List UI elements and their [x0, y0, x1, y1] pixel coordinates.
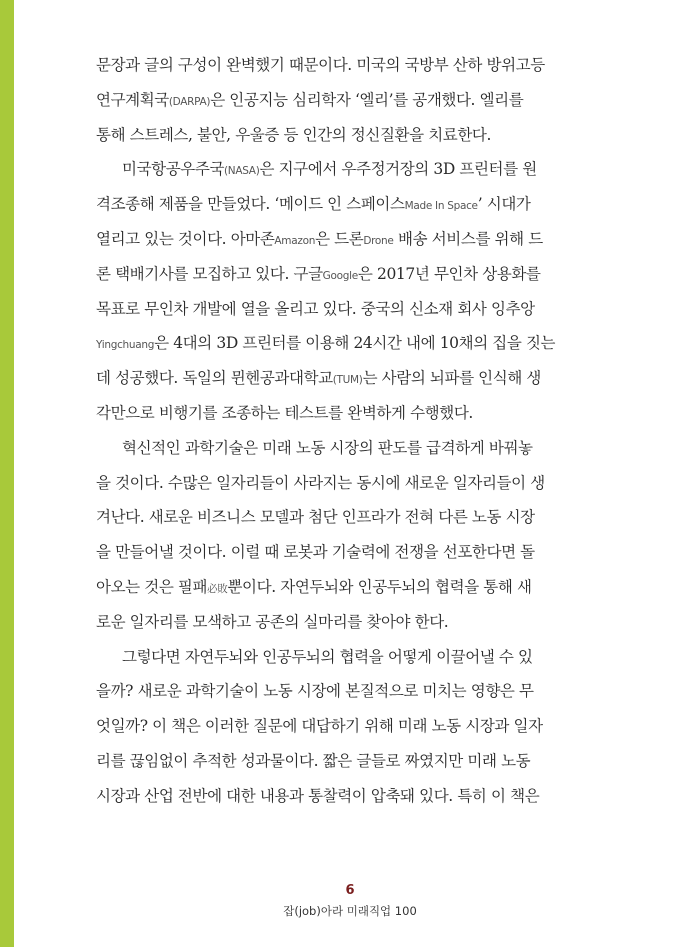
text-segment: 은 드론: [315, 229, 364, 248]
text-line: [96, 431, 562, 466]
page-number: 6: [345, 883, 355, 898]
text-segment: 미국항공우주국: [122, 160, 225, 179]
text-segment: 론 택배기사를 모집하고 있다. 구글: [96, 264, 323, 283]
text-segment: 통해 스트레스, 불안, 우울증 등 인간의 정신질환을 치료한다.: [96, 125, 492, 144]
text-segment: 열리고 있는 것이다. 아마존: [96, 229, 275, 248]
text-line: [96, 187, 562, 222]
text-segment: 데 성공했다. 독일의 뮌헨공과대학교: [96, 369, 333, 388]
text-segment: 은 2017년 무인차 상용화를: [357, 264, 541, 283]
inline-annotation: (TUM): [332, 374, 363, 387]
text-segment: 은 지구에서 우주정거장의 3D 프린터를 원: [259, 160, 537, 179]
text-line: [96, 535, 562, 570]
text-line: [96, 640, 562, 675]
book-title: 잡(job)아라 미래직업 100: [283, 904, 417, 918]
text-line: [96, 48, 562, 83]
inline-annotation: Yingchuang: [96, 339, 155, 352]
text-line: [96, 674, 562, 709]
text-line: [96, 570, 562, 605]
text-line: [96, 605, 562, 640]
text-segment: 은 4대의 3D 프린터를 이용해 24시간 내에 10채의 집을 짓는: [154, 334, 556, 353]
text-segment: 배송 서비스를 위해 드: [393, 229, 543, 248]
text-line: [96, 118, 562, 153]
text-line: [96, 326, 562, 361]
text-segment: 엇일까? 이 책은 이러한 질문에 대답하기 위해 미래 노동 시장과 일자: [96, 717, 543, 736]
text-segment: 시장과 산업 전반에 대한 내용과 통찰력이 압축돼 있다. 특히 이 책은: [96, 786, 540, 805]
text-line: [96, 292, 562, 327]
inline-annotation: Amazon: [274, 234, 316, 247]
text-segment: 은 인공지능 심리학자 ‘엘리’를 공개했다. 엘리를: [210, 90, 524, 109]
inline-annotation: (DARPA): [168, 95, 211, 108]
text-segment: 는 사람의 뇌파를 인식해 생: [362, 369, 541, 388]
text-line: [96, 500, 562, 535]
text-line: [96, 466, 562, 501]
text-segment: ’ 시대가: [477, 195, 531, 214]
text-segment: 아오는 것은 필패: [96, 577, 208, 596]
text-line: [96, 361, 562, 396]
side-accent-bar: [0, 0, 14, 947]
text-segment: 격조종해 제품을 만들었다. ‘메이드 인 스페이스: [96, 195, 405, 214]
text-line: [96, 396, 562, 431]
text-segment: 그렇다면 자연두뇌와 인공두뇌의 협력을 어떻게 이끌어낼 수 있: [122, 647, 533, 666]
inline-annotation: Google: [322, 269, 358, 282]
text-segment: 각만으로 비행기를 조종하는 테스트를 완벽하게 수행했다.: [96, 403, 473, 422]
text-line: [96, 709, 562, 744]
text-line: [96, 152, 562, 187]
inline-annotation: Drone: [363, 234, 394, 247]
inline-annotation: Made In Space: [404, 200, 478, 213]
text-segment: 을 만들어낼 것이다. 이럴 때 로봇과 기술력에 전쟁을 선포한다면 돌: [96, 543, 535, 562]
text-line: [96, 222, 562, 257]
body-text: [96, 48, 562, 814]
text-line: [96, 744, 562, 779]
text-segment: 겨난다. 새로운 비즈니스 모델과 첨단 인프라가 전혀 다른 노동 시장: [96, 508, 535, 527]
text-segment: 리를 끊임없이 추적한 성과물이다. 짧은 글들로 짜였지만 미래 노동: [96, 751, 531, 770]
inline-annotation: 必敗: [207, 582, 228, 595]
text-segment: 목표로 무인차 개발에 열을 올리고 있다. 중국의 신소재 회사 잉추앙: [96, 299, 535, 318]
text-line: [96, 779, 562, 814]
text-line: [96, 257, 562, 292]
inline-annotation: (NASA): [224, 165, 260, 178]
text-segment: 연구계획국: [96, 90, 169, 109]
text-segment: 로운 일자리를 모색하고 공존의 실마리를 찾아야 한다.: [96, 612, 449, 631]
text-segment: 뿐이다. 자연두뇌와 인공두뇌의 협력을 통해 새: [227, 577, 532, 596]
text-segment: 을 것이다. 수많은 일자리들이 사라지는 동시에 새로운 일자리들이 생: [96, 473, 545, 492]
text-segment: 을까? 새로운 과학기술이 노동 시장에 본질적으로 미치는 영향은 무: [96, 682, 534, 701]
text-segment: 문장과 글의 구성이 완벽했기 때문이다. 미국의 국방부 산하 방위고등: [96, 56, 545, 74]
text-segment: 혁신적인 과학기술은 미래 노동 시장의 판도를 급격하게 바꿔놓: [122, 438, 533, 457]
text-line: [96, 83, 562, 118]
